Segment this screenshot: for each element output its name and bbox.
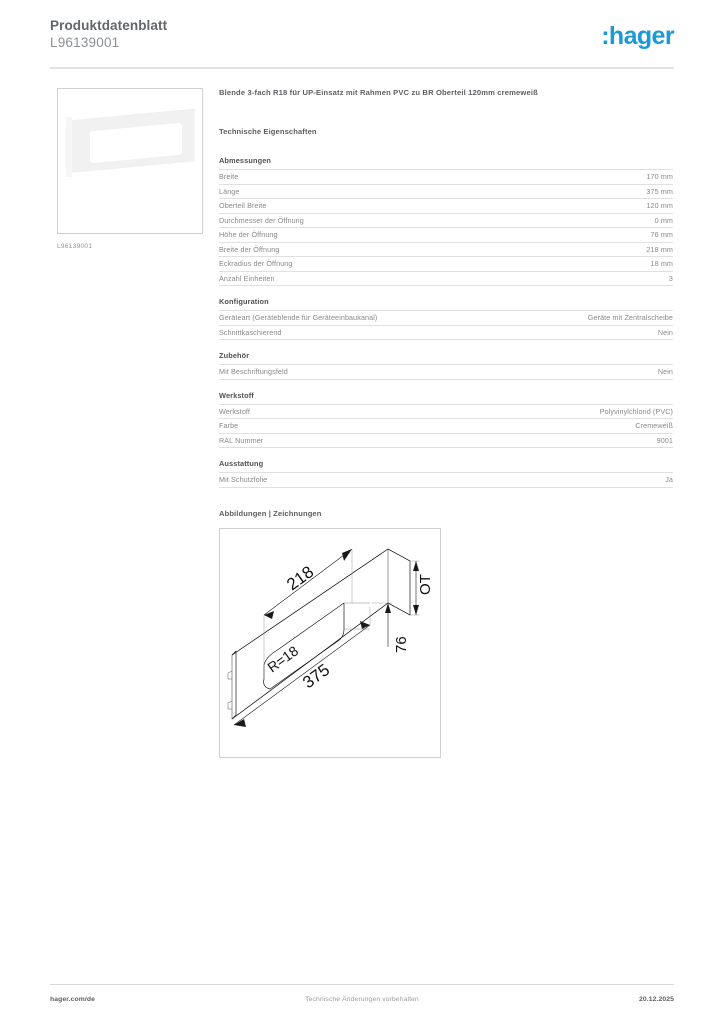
footer-disclaimer: Technische Änderungen vorbehalten (305, 996, 419, 1003)
spec-label: Höhe der Öffnung (219, 228, 565, 243)
spec-value: Geräte mit Zentralscheibe (514, 311, 673, 326)
spec-label: Länge (219, 184, 565, 199)
spec-label: RAL Nummer (219, 433, 390, 448)
dimension-label-76: 76 (393, 635, 410, 653)
page-header (50, 18, 674, 68)
spec-table (219, 310, 673, 340)
spec-label: Werkstoff (219, 404, 390, 419)
table-row (219, 365, 673, 380)
spec-value: 9001 (390, 433, 673, 448)
page-footer (50, 996, 674, 1010)
spec-value: Cremeweiß (390, 419, 673, 434)
table-row (219, 473, 673, 488)
table-row (219, 170, 673, 185)
spec-label: Breite (219, 170, 565, 185)
table-row (219, 257, 673, 272)
group-title: Ausstattung (219, 459, 264, 468)
table-row (219, 325, 673, 340)
spec-value: Nein (514, 325, 673, 340)
table-row (219, 228, 673, 243)
spec-value: 170 mm (565, 170, 673, 185)
group-title: Zubehör (219, 351, 250, 360)
technical-drawing (219, 528, 441, 758)
spec-value: 3 (565, 271, 673, 286)
technical-properties-heading: Technische Eigenschaften (219, 127, 317, 136)
faceplate-illustration (64, 107, 196, 179)
drawings-heading: Abbildungen | Zeichnungen (219, 508, 322, 518)
product-image-caption: L96139001 (57, 243, 93, 250)
table-row (219, 199, 673, 214)
dimension-label-radius: R=18 (264, 642, 302, 675)
spec-value: 76 mm (565, 228, 673, 243)
spec-value: Ja (610, 473, 673, 488)
table-row (219, 433, 673, 448)
spec-label: Anzahl Einheiten (219, 271, 565, 286)
spec-group-zubehoer (219, 351, 673, 380)
spec-value: 0 mm (565, 213, 673, 228)
spec-label: Durchmesser der Öffnung (219, 213, 565, 228)
product-image-frame (57, 88, 203, 234)
spec-label: Mit Schutzfolie (219, 473, 610, 488)
spec-value: 18 mm (565, 257, 673, 272)
dimension-label-ot: OT (417, 573, 434, 595)
spec-label: Mit Beschriftungsfeld (219, 365, 591, 380)
spec-label: Breite der Öffnung (219, 242, 565, 257)
spec-label: Eckradius der Öffnung (219, 257, 565, 272)
table-row (219, 242, 673, 257)
spec-label: Schnittkaschierend (219, 325, 514, 340)
group-title: Konfiguration (219, 297, 269, 306)
table-row (219, 311, 673, 326)
product-details (219, 88, 673, 758)
spec-value: 375 mm (565, 184, 673, 199)
spec-table (219, 472, 673, 488)
dimension-label-375: 375 (299, 659, 334, 692)
hager-logo: :hager (601, 22, 674, 50)
spec-value: 120 mm (565, 199, 673, 214)
spec-group-konfiguration (219, 297, 673, 340)
spec-table (219, 169, 673, 286)
product-reference: L96139001 (50, 35, 120, 50)
table-row (219, 271, 673, 286)
footer-date: 20.12.2025 (638, 996, 674, 1003)
spec-label: Oberteil Breite (219, 199, 565, 214)
dimension-label-218: 218 (283, 561, 318, 594)
product-figure (57, 88, 203, 250)
group-title: Abmessungen (219, 156, 272, 165)
header-divider (50, 67, 674, 69)
spec-value: 218 mm (565, 242, 673, 257)
footer-website-link[interactable]: hager.com/de (50, 996, 96, 1003)
spec-label: Geräteart (Geräteblende für Geräteeinbaukanal) (219, 311, 514, 326)
page-title: Produktdatenblatt (50, 18, 168, 33)
footer-divider (50, 984, 674, 985)
spec-group-abmessungen (219, 156, 673, 286)
spec-label: Farbe (219, 419, 390, 434)
table-row (219, 419, 673, 434)
spec-value: Nein (591, 365, 673, 380)
group-title: Werkstoff (219, 390, 254, 400)
spec-table (219, 404, 673, 449)
spec-group-ausstattung (219, 459, 673, 488)
table-row (219, 213, 673, 228)
spec-group-werkstoff (219, 391, 673, 449)
product-description: Blende 3-fach R18 für UP-Einsatz mit Rahmen PVC zu BR Oberteil 120mm cremeweiß (219, 88, 538, 97)
spec-table (219, 364, 673, 380)
table-row (219, 184, 673, 199)
spec-value: Polyvinylchlorid (PVC) (390, 404, 673, 419)
table-row (219, 404, 673, 419)
